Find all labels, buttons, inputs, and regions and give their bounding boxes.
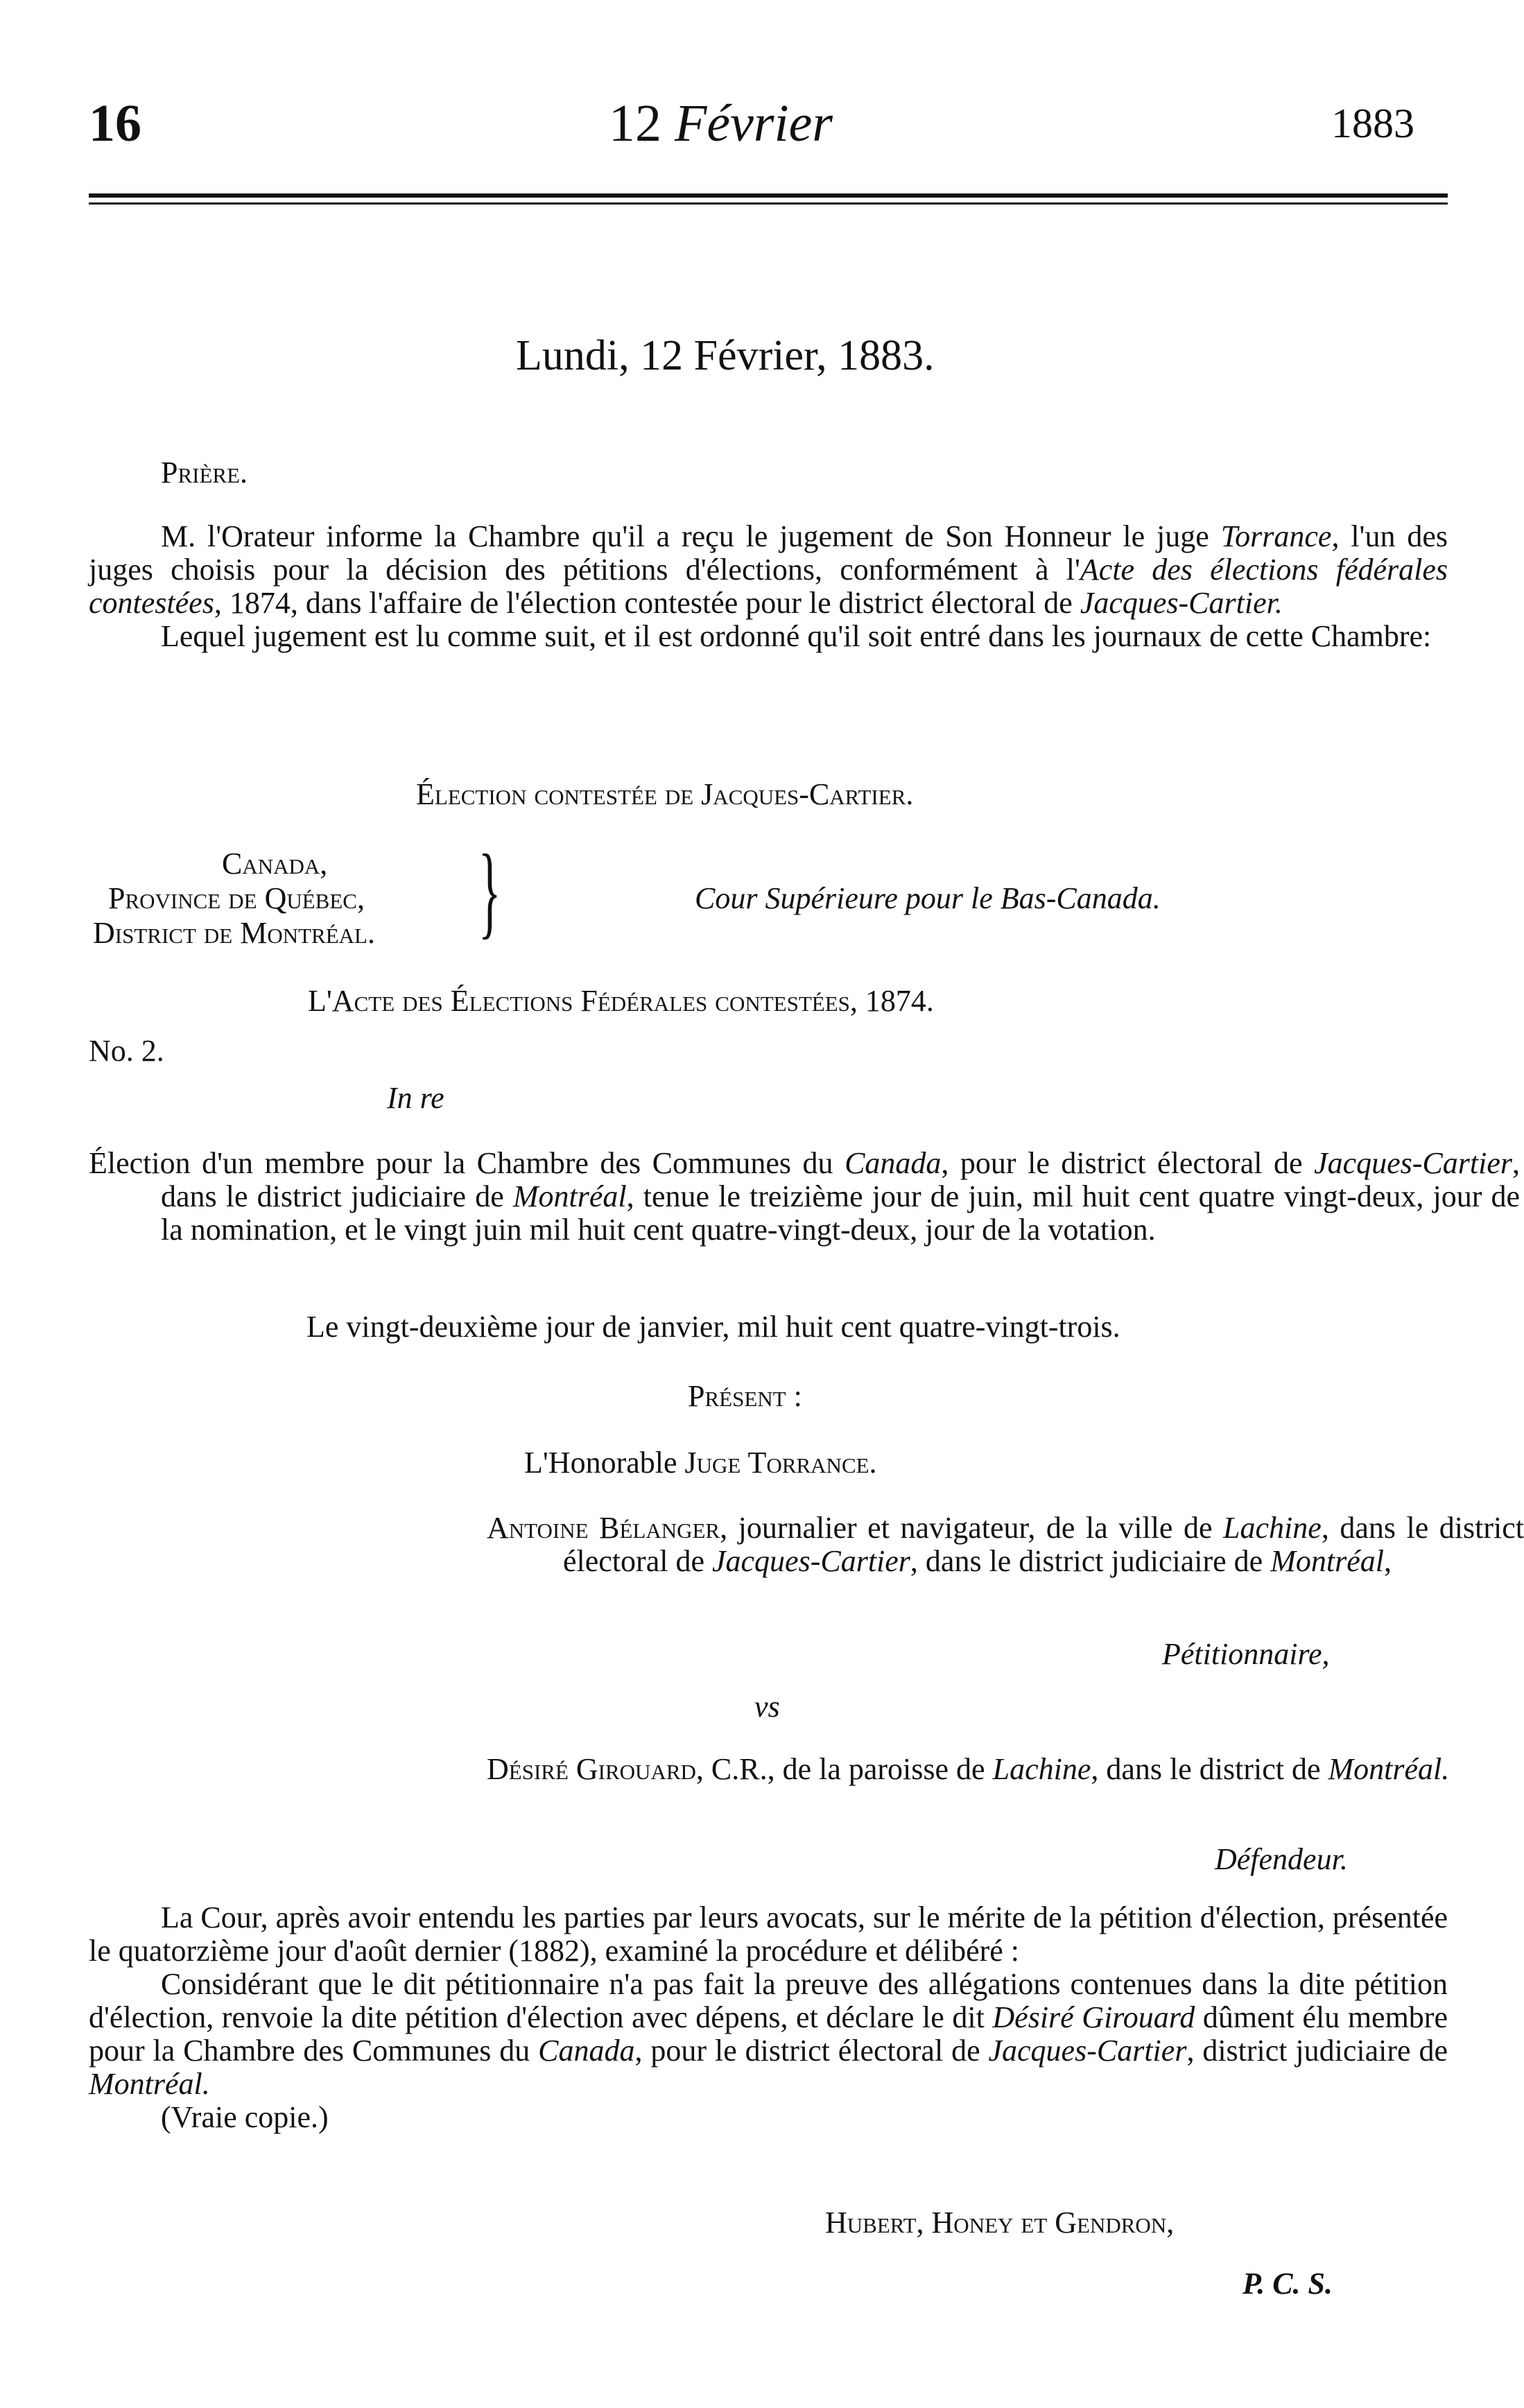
- election-para-text-b: , pour le district électoral de: [941, 1146, 1315, 1180]
- page-number: 16: [89, 94, 141, 153]
- header-rule-thick: [89, 193, 1448, 198]
- intro-paragraph-2: Lequel jugement est lu comme suit, et il est ordonné qu'il soit entré dans les journaux de cette Chambre:: [161, 619, 1432, 653]
- defendant-name: Désiré Girouard: [487, 1752, 696, 1786]
- signature-pcs: P. C. S.: [1242, 2267, 1333, 2301]
- election-para-text-d: , tenue le treizième jour de juin, mil huit cent quatre vingt-deux, jour de la nomination, et le vingt juin mil huit cent quatre-vingt-deux, jour de la votation.: [161, 1179, 1520, 1247]
- judgment-p2-desire-girouard: Désiré Girouard: [992, 2000, 1195, 2034]
- header-rule-thin: [89, 202, 1448, 205]
- intro-p1-acte: Acte des élections fédérales contestées: [89, 553, 1448, 620]
- petitioner-text-b: , dans le district électoral de: [563, 1511, 1524, 1578]
- jurisdiction-line-1: Canada,: [222, 847, 328, 881]
- election-heading: Élection contestée de Jacques-Cartier.: [416, 777, 914, 811]
- judgment-section: [89, 1901, 1448, 2134]
- election-paragraph: [89, 1147, 1520, 1247]
- intro-p1-jacques-cartier: Jacques-Cartier.: [1080, 586, 1283, 620]
- judgment-p2-canada: Canada: [538, 2034, 635, 2068]
- case-number: No. 2.: [89, 1034, 164, 1068]
- intro-section: [89, 520, 1448, 653]
- judgment-p2-text-b: dûment élu membre pour la Chambre des Communes du: [89, 2000, 1448, 2068]
- running-date-month: Février: [675, 94, 833, 153]
- present-heading: Présent :: [688, 1379, 802, 1413]
- running-date: [609, 96, 833, 151]
- petitioner-text-c: , dans le district judiciaire de: [910, 1544, 1271, 1578]
- judgment-p2-montreal: Montréal.: [89, 2067, 210, 2101]
- judge-name: Juge Torrance.: [684, 1446, 877, 1480]
- election-para-canada: Canada: [845, 1146, 942, 1180]
- judge-prefix: L'Honorable: [524, 1446, 685, 1480]
- petitioner-lachine: Lachine: [1223, 1511, 1322, 1545]
- election-para-text-a: Élection d'un membre pour la Chambre des Communes du: [89, 1146, 845, 1180]
- judgment-paragraph-2: [89, 1968, 1448, 2101]
- petitioner-name: Antoine Bélanger: [487, 1511, 720, 1545]
- intro-paragraph-1: [89, 520, 1448, 620]
- judgment-p2-text-d: , district judiciaire de: [1186, 2034, 1448, 2068]
- election-para-montreal: Montréal: [512, 1179, 627, 1213]
- jurisdiction-line-2: Province de Québec,: [108, 881, 365, 915]
- running-date-day: 12: [609, 94, 661, 153]
- judgment-p2-text-a: Considérant que le dit pétitionnaire n'a pas fait la preuve des allégations contenues dans la dite pétition d'élection, renvoie la dite pétition d'élection avec dépens, et déclare le dit: [89, 1967, 1448, 2034]
- judgment-p2-jacques-cartier: Jacques-Cartier: [988, 2034, 1187, 2068]
- defendant-text-b: , dans le district de: [1091, 1752, 1328, 1786]
- petitioner-montreal: Montréal: [1270, 1544, 1384, 1578]
- petitioner-block: [487, 1512, 1524, 1578]
- running-year: 1883: [1331, 101, 1414, 146]
- judgment-date-line: Le vingt-deuxième jour de janvier, mil huit cent quatre-vingt-trois.: [306, 1310, 1120, 1344]
- in-re: In re: [387, 1081, 444, 1115]
- jurisdiction-brace: }: [478, 833, 501, 949]
- intro-p1-text-c: , 1874, dans l'affaire de l'élection contestée pour le district électoral de: [214, 586, 1080, 620]
- judge-line: [524, 1446, 877, 1480]
- defendant-montreal: Montréal.: [1328, 1752, 1450, 1786]
- election-para-text-c: , dans le district judiciaire de: [161, 1146, 1520, 1213]
- versus: vs: [754, 1690, 780, 1724]
- judgment-p2-text-c: , pour le district électoral de: [634, 2034, 989, 2068]
- petitioner-text-a: , journalier et navigateur, de la ville de: [720, 1511, 1224, 1545]
- defendant-lachine: Lachine: [992, 1752, 1091, 1786]
- intro-p1-text-b: , l'un des juges choisis pour la décision des pétitions d'élections, conformément à l': [89, 519, 1448, 587]
- petitioner-role: Pétitionnaire,: [1162, 1637, 1330, 1671]
- petitioner-text-d: ,: [1383, 1544, 1392, 1578]
- intro-p1-torrance: Torrance: [1220, 519, 1332, 553]
- sitting-title: Lundi, 12 Février, 1883.: [516, 332, 935, 379]
- defendant-block: [487, 1753, 1524, 1786]
- vraie-copie: (Vraie copie.): [161, 2100, 329, 2134]
- petitioner-jacques-cartier: Jacques-Cartier: [711, 1544, 910, 1578]
- intro-p1-text-a: M. l'Orateur informe la Chambre qu'il a reçu le jugement de Son Honneur le juge: [161, 519, 1221, 553]
- court-name: Cour Supérieure pour le Bas-Canada.: [695, 881, 1161, 915]
- judgment-paragraph-1: La Cour, après avoir entendu les parties par leurs avocats, sur le mérite de la pétition d'élection, présentée le quatorzième jour d'août dernier (1882), examiné la procédure et délibéré :: [89, 1900, 1448, 1968]
- priere-heading: Prière.: [161, 456, 248, 490]
- jurisdiction-line-3: District de Montréal.: [93, 916, 375, 950]
- acte-heading: L'Acte des Élections Fédérales contestées, 1874.: [308, 984, 934, 1018]
- signature-firm: Hubert, Honey et Gendron,: [825, 2206, 1175, 2240]
- election-para-jacques-cartier: Jacques-Cartier: [1314, 1146, 1512, 1180]
- defendant-text-a: , C.R., de la paroisse de: [695, 1752, 993, 1786]
- defendant-role: Défendeur.: [1215, 1842, 1348, 1876]
